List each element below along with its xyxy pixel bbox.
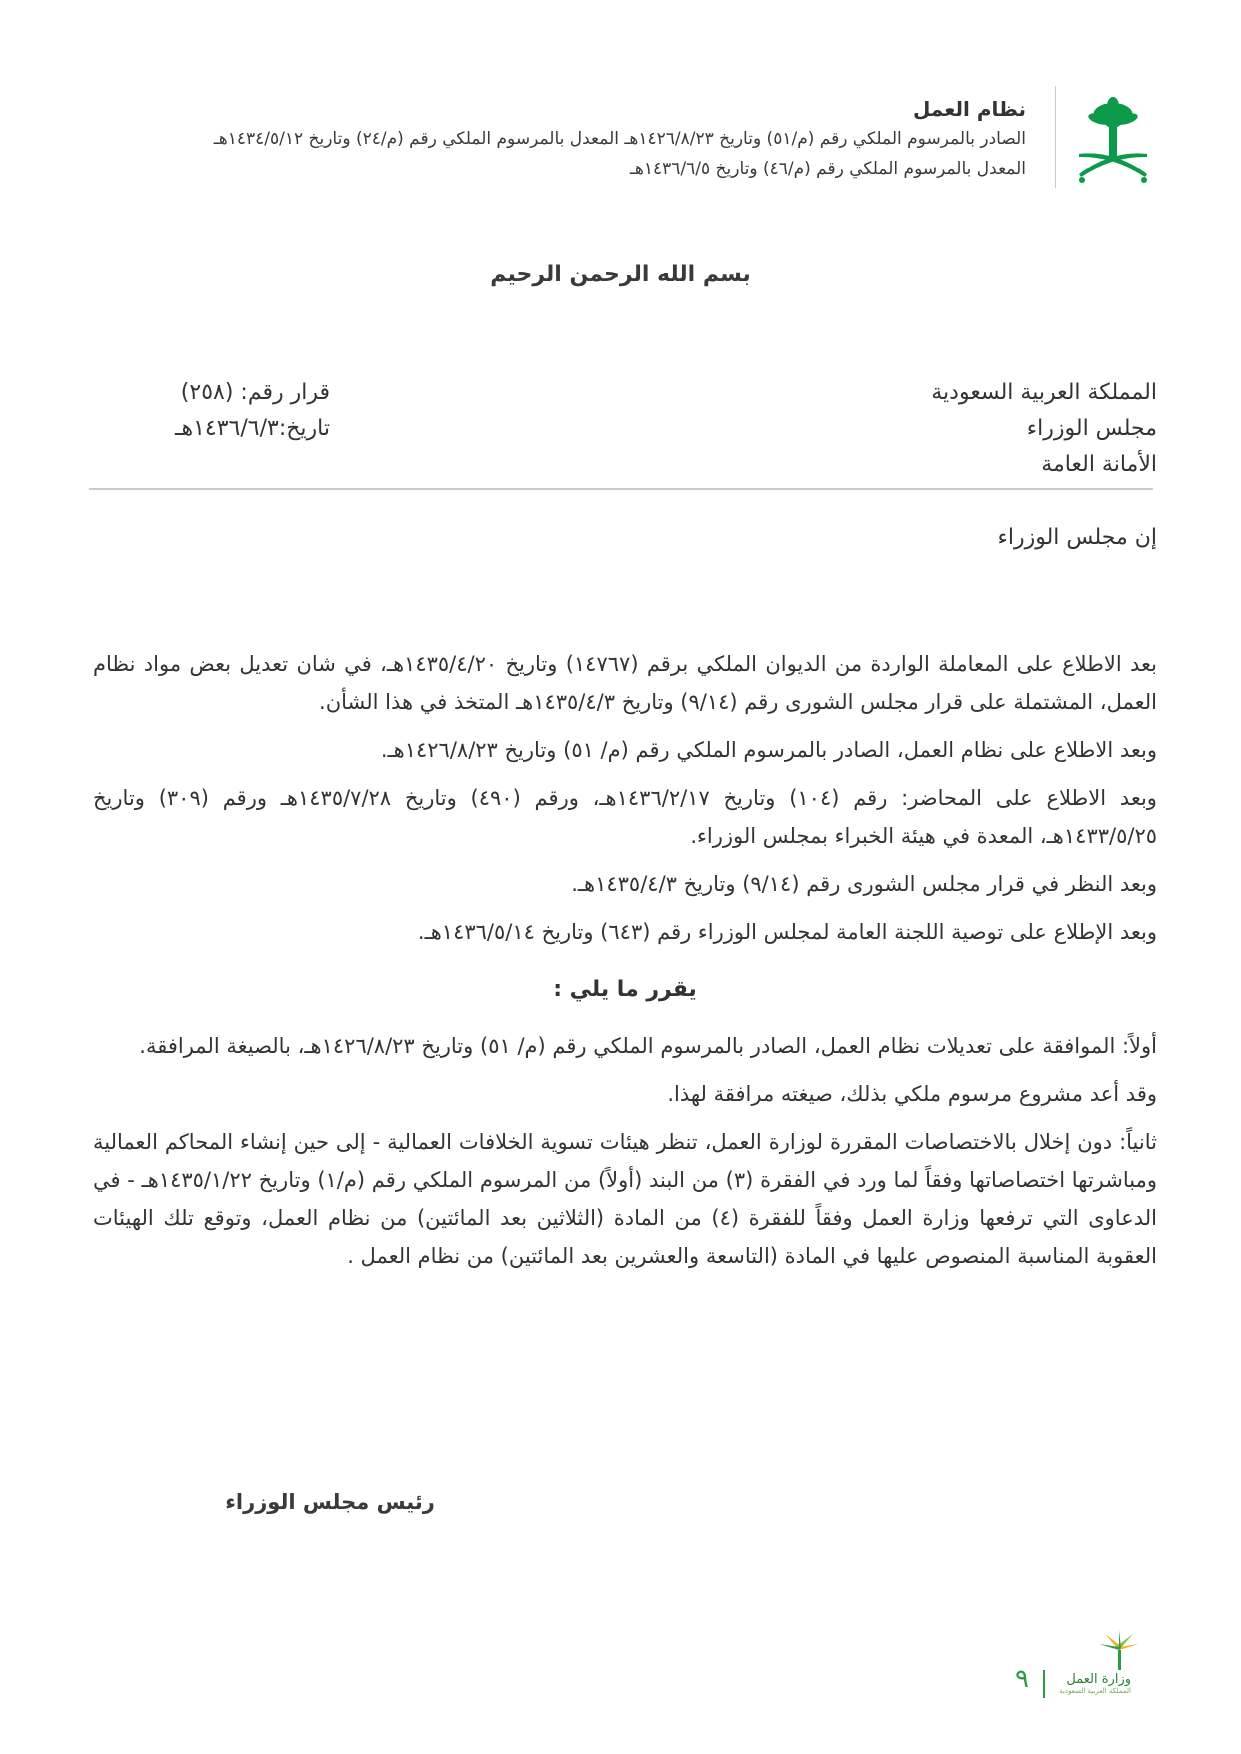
horizontal-divider <box>89 488 1153 490</box>
decree-number: قرار رقم: (٢٥٨) <box>180 380 330 405</box>
intro-text: إن مجلس الوزراء <box>997 525 1157 550</box>
resolution-item: وقد أعد مشروع مرسوم ملكي بذلك، صيغته مرافقة لهذا. <box>667 1082 1157 1106</box>
ministry-name-block <box>1059 1672 1131 1696</box>
law-title: نظام العمل <box>912 97 1026 121</box>
header-text <box>106 94 1026 184</box>
body-paragraph: وبعد الاطلاع على نظام العمل، الصادر بالمرسوم الملكي رقم (م/ ٥١) وتاريخ ١٤٢٦/٨/٢٣هـ. <box>380 738 1157 762</box>
resolves-heading: يقرر ما يلي : <box>553 977 697 1002</box>
signature-title: رئيس مجلس الوزراء <box>225 1490 435 1514</box>
saudi-emblem-icon <box>1073 92 1153 188</box>
basmala-heading: بسم الله الرحمن الرحيم <box>490 262 751 287</box>
secretariat-name: الأمانة العامة <box>1041 452 1157 477</box>
government-block <box>931 375 1157 483</box>
body-paragraph: وبعد الإطلاع على توصية اللجنة العامة لمجلس الوزراء رقم (٦٤٣) وتاريخ ١٤٣٦/٥/١٤هـ. <box>417 920 1157 944</box>
ministry-country: المملكة العربية السعودية <box>1059 1687 1131 1695</box>
footer-separator <box>1043 1670 1045 1698</box>
body-paragraph: وبعد النظر في قرار مجلس الشورى رقم (٩/١٤) وتاريخ ١٤٣٥/٤/٣هـ. <box>571 872 1157 896</box>
ministry-name: وزارة العمل <box>1066 1672 1131 1687</box>
header-separator <box>1055 86 1056 188</box>
council-name: مجلس الوزراء <box>1026 416 1157 441</box>
law-subtitle-line1: الصادر بالمرسوم الملكي رقم (م/٥١) وتاريخ ١٤٢٦/٨/٢٣هـ المعدل بالمرسوم الملكي رقم (م/٢٤) وتاريخ ١٤٣٤/٥/١٢هـ <box>213 129 1026 149</box>
decree-block <box>170 375 330 447</box>
law-subtitle-line2: المعدل بالمرسوم الملكي رقم (م/٤٦) وتاريخ ١٤٣٦/٦/٥هـ <box>629 159 1026 179</box>
page-number: ٩ <box>1015 1664 1029 1694</box>
body-paragraph: وبعد الاطلاع على المحاضر: رقم (١٠٤) وتاريخ ١٤٣٦/٢/١٧هـ، ورقم (٤٩٠) وتاريخ ١٤٣٥/٧/٢٨هـ ورقم (٣٠٩) وتاريخ ١٤٣٣/٥/٢٥هـ، المعدة في هيئة الخبراء بمجلس الوزراء. <box>93 786 1157 848</box>
resolution-item: أولاً: الموافقة على تعديلات نظام العمل، الصادر بالمرسوم الملكي رقم (م/ ٥١) وتاريخ ١٤٢٦/٨/٢٣هـ، بالصيغة المرافقة. <box>139 1034 1157 1058</box>
country-name: المملكة العربية السعودية <box>931 380 1157 405</box>
decree-date: تاريخ:١٤٣٦/٦/٣هـ <box>175 416 330 441</box>
body-paragraph: بعد الاطلاع على المعاملة الواردة من الديوان الملكي برقم (١٤٧٦٧) وتاريخ ١٤٣٥/٤/٢٠هـ، في شان تعديل بعض مواد نظام العمل، المشتملة على قرار مجلس الشورى رقم (٩/١٤) وتاريخ ١٤٣٥/٤/٣هـ المتخذ في هذا الشأن. <box>93 652 1157 714</box>
decree-body <box>93 645 1157 1285</box>
resolution-item: ثانياً: دون إخلال بالاختصاصات المقررة لوزارة العمل، تنظر هيئات تسوية الخلافات العمالية - إلى حين إنشاء المحاكم العمالية ومباشرتها اختصاصاتها وفقاً لما ورد في الفقرة (٣) من البند (أولاً) من المرسوم الملكي رقم (م/١) وتاريخ ١٤٣٥/١/٢٢هـ - في الدعاوى التي ترفعها وزارة العمل وفقاً للفقرة (٤) من المادة (الثلاثين بعد المائتين) من نظام العمل، وتوقع تلك الهيئات العقوبة المناسبة المنصوص عليها في المادة (التاسعة والعشرين بعد المائتين) من نظام العمل . <box>93 1130 1157 1268</box>
ministry-logo-icon <box>1095 1630 1143 1670</box>
